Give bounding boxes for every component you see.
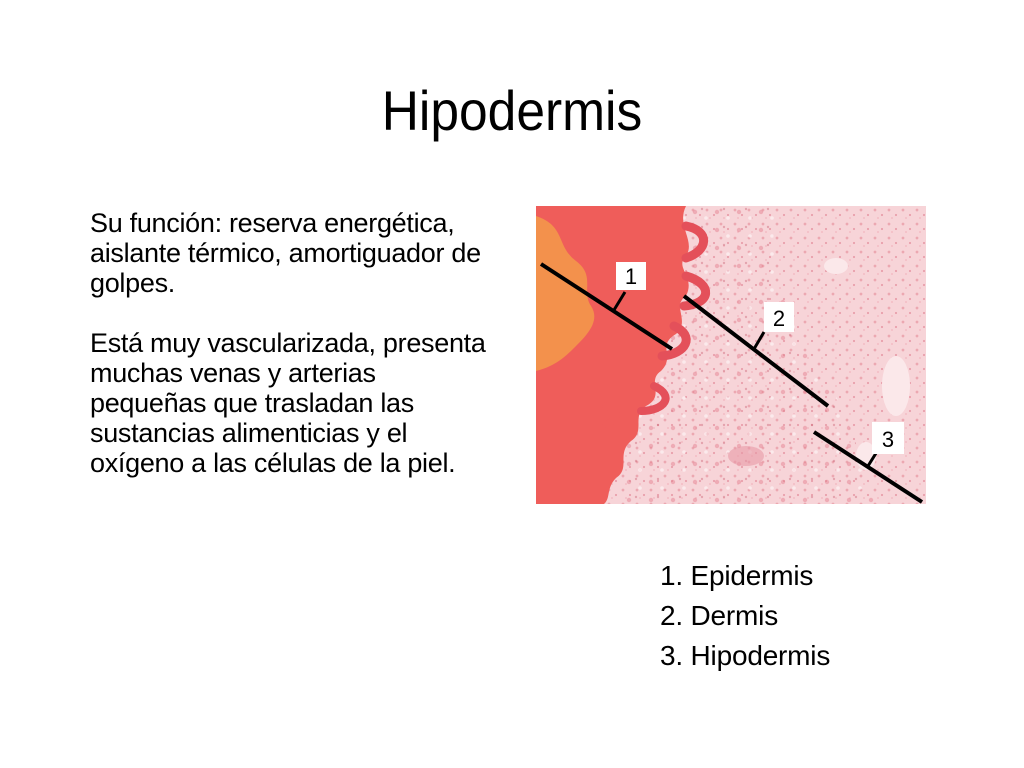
function-paragraph: Su función: reserva energética, aislante térmico, amortiguador de golpes. (90, 208, 481, 298)
vessel (728, 446, 764, 466)
marker-label-2: 2 (772, 306, 786, 331)
skin-section-illustration (536, 206, 926, 504)
marker-label-1: 1 (624, 264, 638, 289)
skin-histology-image (536, 206, 926, 504)
legend-item-dermis: 2. Dermis (660, 600, 778, 631)
body-text (90, 208, 490, 478)
marker-label-3: 3 (881, 427, 895, 452)
legend-item-epidermis: 1. Epidermis (660, 560, 814, 591)
layer-legend (660, 556, 830, 676)
vascular-paragraph: Está muy vascularizada, presenta muchas venas y arterias pequeñas que trasladan las sustancias alimenticias y el oxígeno a las células de la piel. (90, 328, 486, 478)
vessel (824, 258, 848, 274)
legend-item-hypodermis: 3. Hipodermis (660, 640, 831, 671)
slide-title: Hipodermis (381, 79, 643, 142)
vessel (882, 356, 910, 416)
